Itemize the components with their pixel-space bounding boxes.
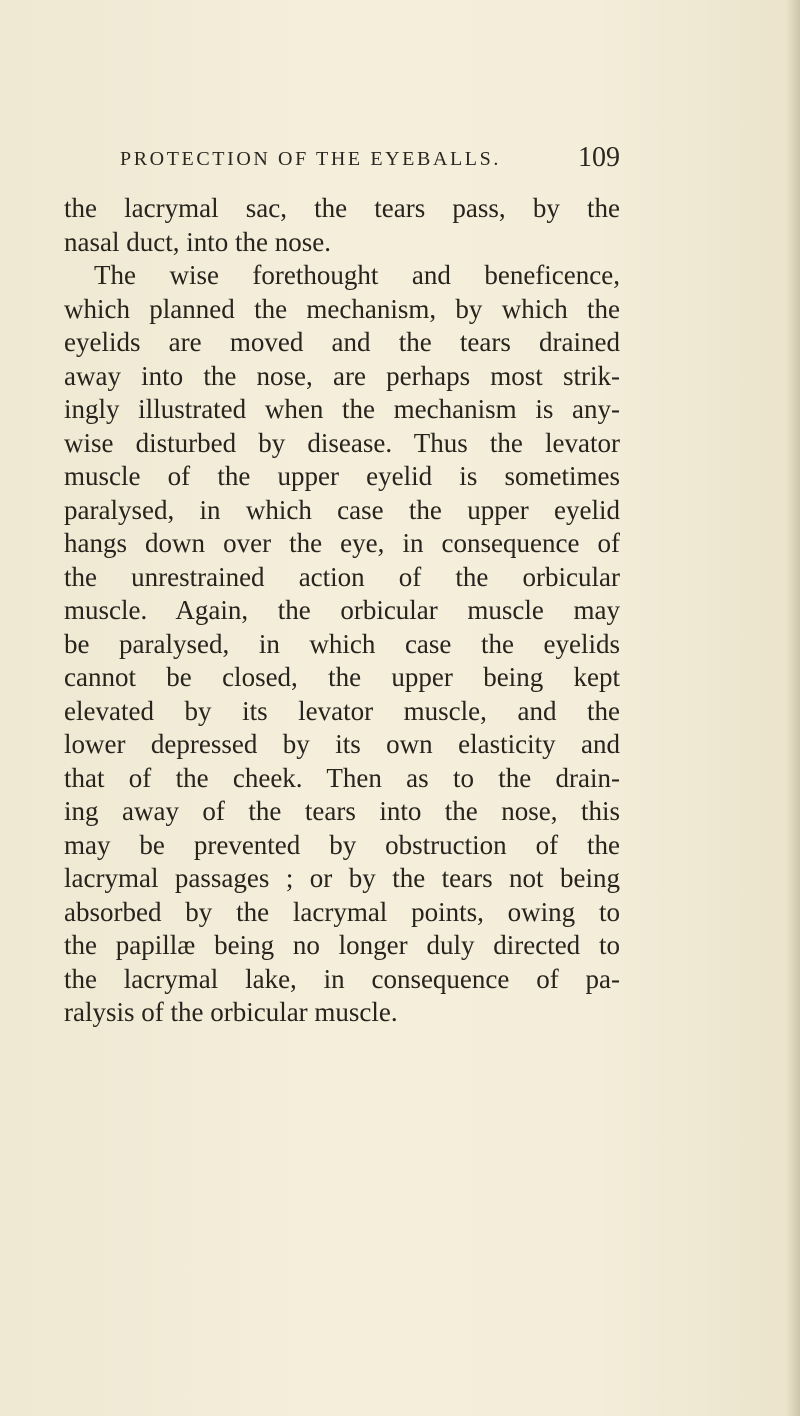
text-line: which planned the mechanism, by which the <box>64 293 620 324</box>
text-line: ingly illustrated when the mechanism is any- <box>64 394 620 424</box>
text-line: lacrymal passages ; or by the tears not being <box>64 863 620 893</box>
text-line: the papillæ being no longer duly directed to <box>64 930 620 960</box>
text-line: cannot be closed, the upper being kept <box>64 662 620 692</box>
body-text <box>64 192 620 1030</box>
text-line: absorbed by the lacrymal points, owing to <box>64 896 620 927</box>
text-line: wise disturbed by disease. Thus the levator <box>64 427 620 458</box>
text-line: the unrestrained action of the orbicular <box>64 561 620 592</box>
text-line: be paralysed, in which case the eyelids <box>64 628 620 659</box>
text-line: ralysis of the orbicular muscle. <box>64 997 398 1027</box>
page-edge-shadow <box>786 0 800 1416</box>
text-line: The wise forethought and beneficence, <box>94 260 620 290</box>
text-line: hangs down over the eye, in consequence of <box>64 528 620 558</box>
running-head: PROTECTION OF THE EYEBALLS. <box>120 148 501 170</box>
page-number: 109 <box>578 142 620 173</box>
text-line: lower depressed by its own elasticity and <box>64 729 620 759</box>
page-header <box>120 142 620 182</box>
text-line: nasal duct, into the nose. <box>64 226 331 257</box>
text-line: that of the cheek. Then as to the drain- <box>64 762 620 793</box>
text-line: the lacrymal sac, the tears pass, by the <box>64 193 620 223</box>
text-line: paralysed, in which case the upper eyelid <box>64 494 620 525</box>
text-line: muscle of the upper eyelid is sometimes <box>64 461 620 491</box>
text-line: may be prevented by obstruction of the <box>64 829 620 860</box>
text-line: away into the nose, are perhaps most strik- <box>64 360 620 391</box>
text-line: ing away of the tears into the nose, this <box>64 796 620 826</box>
text-line: eyelids are moved and the tears drained <box>64 327 620 357</box>
text-line: elevated by its levator muscle, and the <box>64 695 620 726</box>
text-line: muscle. Again, the orbicular muscle may <box>64 595 620 625</box>
text-line: the lacrymal lake, in consequence of pa- <box>64 963 620 994</box>
